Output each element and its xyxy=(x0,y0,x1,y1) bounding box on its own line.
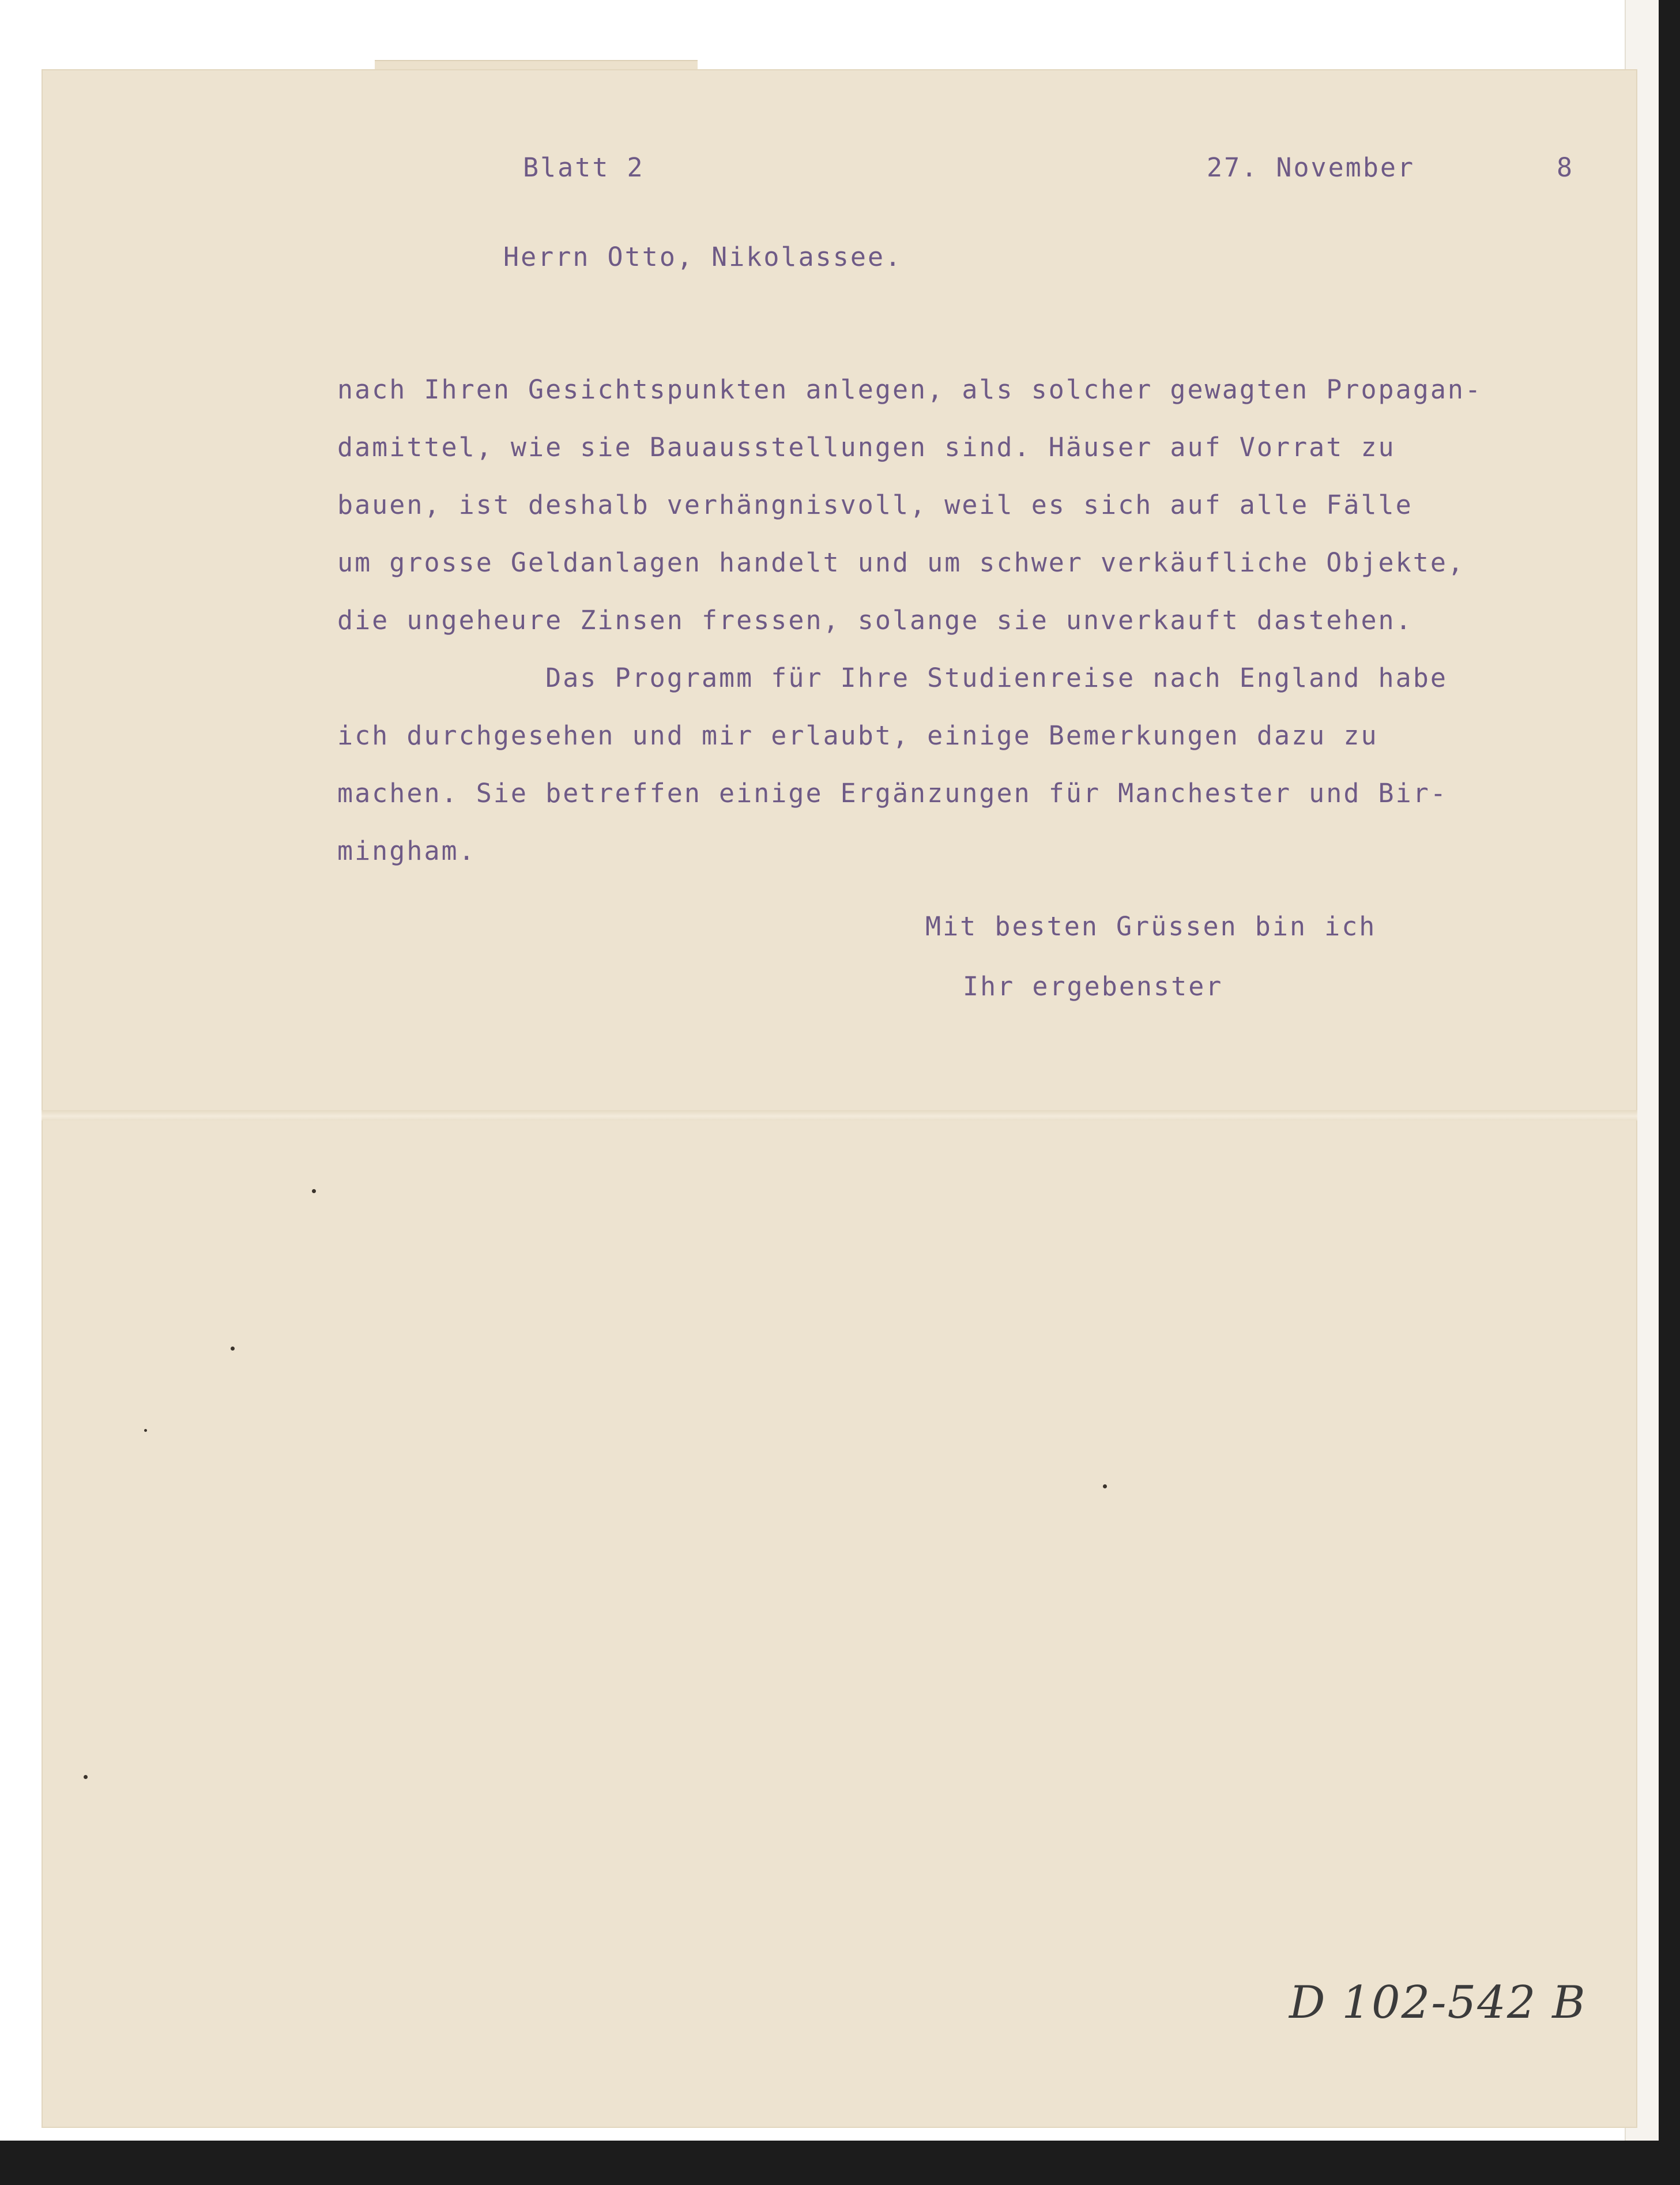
scan-border-bottom xyxy=(0,2141,1680,2185)
page-number: 8 xyxy=(1557,152,1574,183)
letter-body xyxy=(337,361,1482,880)
sheet-label: Blatt 2 xyxy=(523,152,645,183)
paper-speck xyxy=(231,1347,235,1351)
letter-date: 27. November xyxy=(1207,152,1415,183)
signature-line: Ihr ergebenster xyxy=(963,971,1223,1002)
body-line: die ungeheure Zinsen fressen, solange sie unverkauft dastehen. xyxy=(337,605,1413,635)
scan-border-right xyxy=(1658,0,1680,2185)
body-line: mingham. xyxy=(337,836,476,866)
archive-number: D 102-542 B xyxy=(1289,1977,1587,2029)
body-line: damittel, wie sie Bauausstellungen sind. Häuser auf Vorrat zu xyxy=(337,432,1396,462)
body-line: um grosse Geldanlagen handelt und um schwer verkäufliche Objekte, xyxy=(337,547,1465,578)
body-line: ich durchgesehen und mir erlaubt, einige Bemerkungen dazu zu xyxy=(337,720,1378,751)
paper-speck xyxy=(144,1429,147,1432)
body-line: nach Ihren Gesichtspunkten anlegen, als solcher gewagten Propagan- xyxy=(337,374,1483,405)
body-line: Das Programm für Ihre Studienreise nach England habe xyxy=(337,663,1448,693)
body-line: bauen, ist deshalb verhängnisvoll, weil es sich auf alle Fälle xyxy=(337,490,1413,520)
closing-line: Mit besten Grüssen bin ich xyxy=(925,911,1377,942)
body-line: machen. Sie betreffen einige Ergänzungen für Manchester und Bir- xyxy=(337,778,1448,808)
paper-speck xyxy=(312,1189,316,1193)
paper-speck xyxy=(1103,1484,1107,1488)
paper-speck xyxy=(84,1775,88,1779)
paper-fold xyxy=(42,1110,1637,1120)
recipient-line: Herrn Otto, Nikolassee. xyxy=(503,242,903,272)
